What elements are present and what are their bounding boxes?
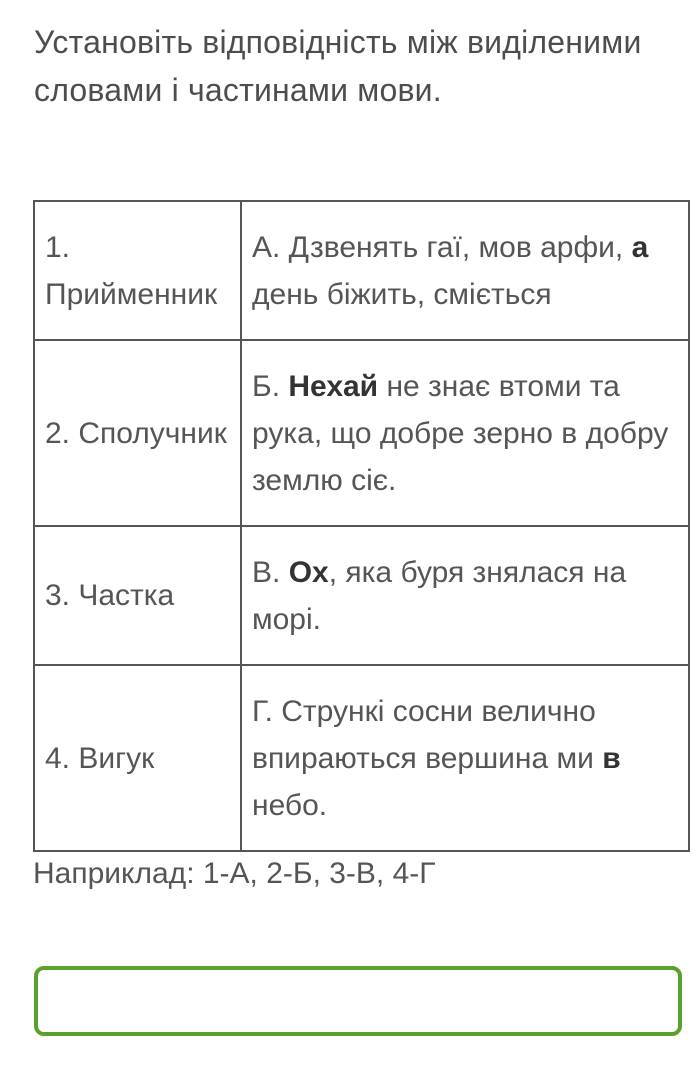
highlighted-word: а xyxy=(631,230,649,264)
highlighted-word: Ох xyxy=(288,555,329,589)
table-row xyxy=(34,665,689,851)
highlighted-word: в xyxy=(602,741,621,775)
highlighted-word: Нехай xyxy=(288,369,379,403)
sentence-text: Г. Стрункі сосни велично впираються вершина ми xyxy=(252,694,603,775)
table-row xyxy=(34,340,689,526)
sentence-text: В. xyxy=(252,555,289,589)
sentence-text: день біжить, сміється xyxy=(252,277,552,311)
table-row xyxy=(34,526,689,665)
table-row xyxy=(34,201,689,340)
matching-table xyxy=(33,200,690,852)
sentence-cell xyxy=(241,665,689,851)
sentence-cell xyxy=(241,526,689,665)
sentence-text: не знає втоми та рука, що добре зерно в добру землю сіє. xyxy=(252,369,669,497)
sentence-cell xyxy=(241,201,689,340)
sentence-cell xyxy=(241,340,689,526)
part-of-speech-cell: 3. Частка xyxy=(34,526,241,665)
part-of-speech-cell: 1. Прийменник xyxy=(34,201,241,340)
part-of-speech-cell: 4. Вигук xyxy=(34,665,241,851)
sentence-text: А. Дзвенять гаї, мов арфи, xyxy=(252,230,632,264)
sentence-text: Б. xyxy=(252,369,289,403)
part-of-speech-cell: 2. Сполучник xyxy=(34,340,241,526)
question-text: Установіть відповідність між виділеними словами і частинами мови. xyxy=(34,24,642,108)
sentence-text: , яка буря знялася на морі. xyxy=(252,555,627,636)
answer-input[interactable] xyxy=(34,966,682,1036)
example-text: Наприклад: 1-А, 2-Б, 3-В, 4-Г xyxy=(33,857,436,890)
sentence-text: небо. xyxy=(252,788,328,822)
